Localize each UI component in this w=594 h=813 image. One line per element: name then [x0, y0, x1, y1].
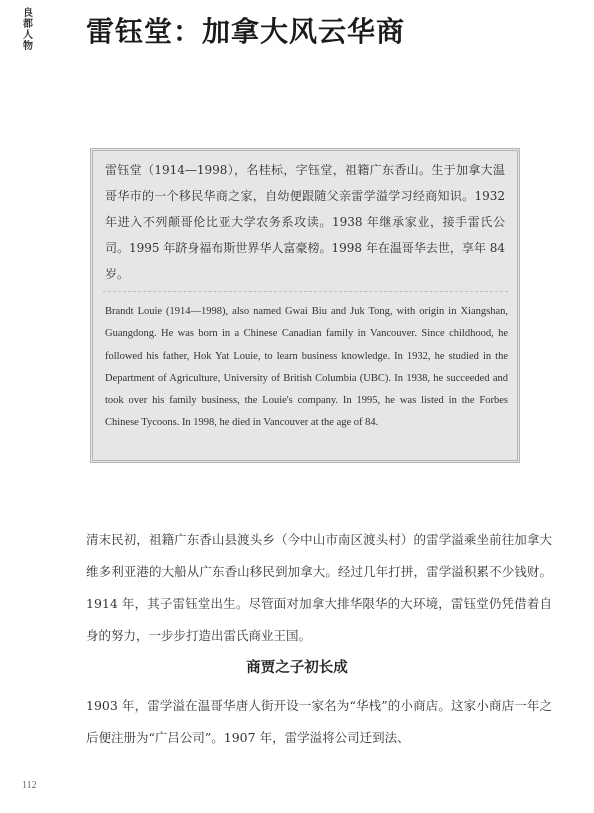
page-number: 112: [22, 780, 37, 791]
side-label-char: 都: [23, 19, 33, 30]
biography-box: [90, 148, 520, 463]
biography-divider: [103, 291, 508, 292]
section-heading: 商贾之子初长成: [246, 659, 348, 676]
running-header-vertical: [22, 8, 34, 52]
body-paragraph-1: 清末民初，祖籍广东香山县渡头乡（今中山市南区渡头村）的雷学溢乘坐前往加拿大维多利亚港的大船从广东香山移民到加拿大。经过几年打拼，雷学溢积累不少钱财。1914 年，其子雷钰堂出生。尽管面对加拿大排华限华的大环境，雷钰堂仍凭借着自身的努力，一步步打造出雷氏商业王国。: [86, 532, 552, 643]
side-label-char: 物: [23, 41, 33, 52]
biography-english: Brandt Louie (1914—1998), also named Gwai Biu and Juk Tong, with origin in Xiangshan, Guangdong. He was born in a Chinese Canadian family in Vancouver. Since childhood, he followed his father, Hok Yat Louie, to learn business knowledge. In 1932, he studied in the Department of Agriculture, University of British Columbia (UBC). In 1938, he succeeded and took over his family business, the Louie's company. In 1995, he was listed in the Forbes Chinese Tycoons. In 1998, he died in Vancouver at the age of 84.: [105, 306, 508, 429]
biography-chinese: 雷钰堂（1914—1998），名桂标，字钰堂，祖籍广东香山。生于加拿大温哥华市的一个移民华商之家，自幼便跟随父亲雷学溢学习经商知识。1932 年进入不列颠哥伦比亚大学农务系攻读。1938 年继承家业，接手雷氏公司。1995 年跻身福布斯世界华人富豪榜。1998 年在温哥华去世，享年 84 岁。: [105, 163, 505, 281]
chapter-title: 雷钰堂：加拿大风云华商: [86, 15, 406, 48]
side-label-char: 良: [23, 8, 33, 19]
body-paragraph-2: 1903 年，雷学溢在温哥华唐人街开设一家名为“华栈”的小商店。这家小商店一年之后便注册为“广吕公司”。1907 年，雷学溢将公司迁到法、: [86, 698, 552, 745]
side-label-char: 人: [23, 30, 33, 41]
